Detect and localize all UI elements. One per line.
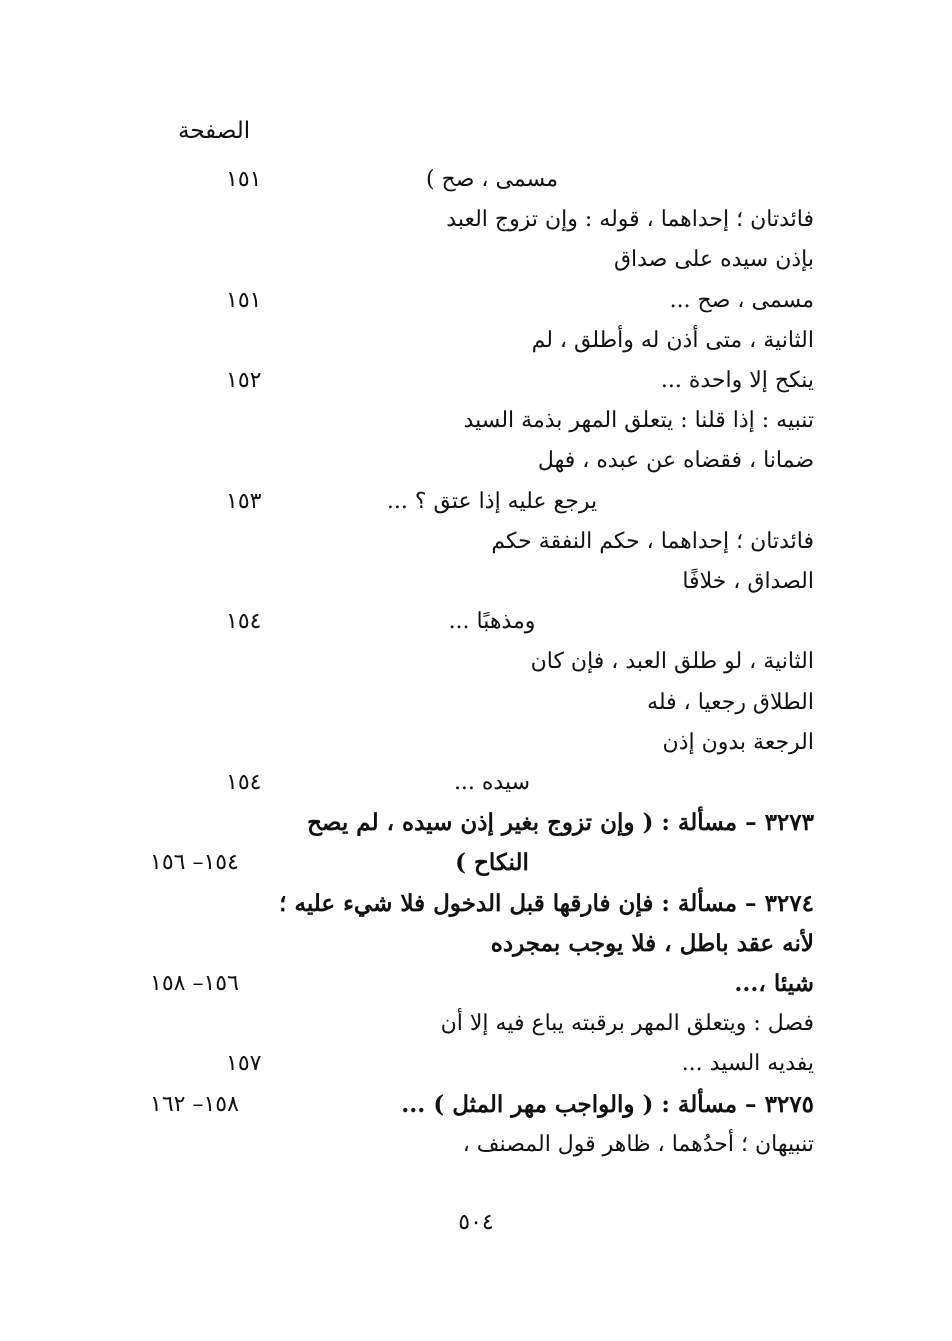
index-entry	[0, 361, 952, 401]
entry-page-ref: ١٥٤	[226, 770, 262, 795]
index-entry	[0, 401, 952, 441]
index-entry	[0, 562, 952, 602]
entry-text: تنبيهان ؛ أحدُهما ، ظاهر قول المصنف ،	[462, 1132, 814, 1157]
entry-page-ref: ١٥٨– ١٦٢	[150, 1092, 239, 1117]
index-entry	[0, 763, 952, 803]
page-column-header: الصفحة	[178, 118, 251, 144]
entry-text: ٣٢٧٣ – مسألة : ( وإن تزوج بغير إذن سيده ، لم يصح	[307, 809, 814, 836]
index-entry	[0, 803, 952, 843]
index-entry	[0, 602, 952, 642]
entry-text: يرجع عليه إذا عتق ؟ ...	[386, 489, 598, 514]
index-entry	[0, 1085, 952, 1125]
entry-page-ref: ١٥٦– ١٥٨	[150, 971, 239, 996]
entry-text: فائدتان ؛ إحداهما ، حكم النفقة حكم	[491, 529, 814, 554]
entry-text: فصل : ويتعلق المهر برقبته يباع فيه إلا أن	[440, 1011, 814, 1036]
index-entry	[0, 482, 952, 522]
index-entry	[0, 843, 952, 883]
index-entry	[0, 321, 952, 361]
page-number: ٥٠٤	[458, 1210, 494, 1235]
index-entry	[0, 964, 952, 1004]
entry-text: الصداق ، خلافًا	[682, 569, 814, 594]
entry-text: ٣٢٧٥ – مسألة : ( والواجب مهر المثل ) ...	[401, 1091, 814, 1118]
entry-text: شيئا ،...	[734, 970, 814, 997]
entry-text: سيده ...	[453, 770, 531, 795]
index-entry	[0, 723, 952, 763]
index-entry	[0, 281, 952, 321]
entry-text: ضمانا ، فقضاه عن عبده ، فهل	[537, 448, 814, 473]
entry-text: النكاح )	[455, 849, 529, 876]
index-entry	[0, 884, 952, 924]
entry-text: ومذهبًا ...	[448, 609, 536, 634]
index-entry	[0, 160, 952, 200]
index-entry	[0, 522, 952, 562]
entry-text: ٣٢٧٤ – مسألة : فإن فارقها قبل الدخول فلا شيء عليه ؛	[279, 890, 814, 917]
entry-text: الرجعة بدون إذن	[662, 730, 814, 755]
entry-page-ref: ١٥٢	[226, 368, 262, 393]
index-entry	[0, 924, 952, 964]
entry-text: الثانية ، متى أذن له وأطلق ، لم	[531, 328, 814, 353]
entry-text: فائدتان ؛ إحداهما ، قوله : وإن تزوج العبد	[446, 207, 814, 232]
entry-text: يفديه السيد ...	[681, 1051, 814, 1076]
entry-page-ref: ١٥٤	[226, 609, 262, 634]
entry-page-ref: ١٥١	[226, 167, 262, 192]
entry-text: مسمى ، صح )	[425, 167, 558, 192]
entry-text: لأنه عقد باطل ، فلا يوجب بمجرده	[490, 930, 814, 957]
index-entry	[0, 683, 952, 723]
entry-page-ref: ١٥١	[226, 288, 262, 313]
index-entry	[0, 1004, 952, 1044]
index-entry	[0, 240, 952, 280]
entry-text: تنبيه : إذا قلنا : يتعلق المهر بذمة السيد	[463, 408, 814, 433]
entry-text: ينكح إلا واحدة ...	[660, 368, 814, 393]
entry-text: الطلاق رجعيا ، فله	[647, 690, 814, 715]
entry-page-ref: ١٥٣	[226, 489, 262, 514]
entry-page-ref: ١٥٤– ١٥٦	[150, 850, 239, 875]
index-entry	[0, 642, 952, 682]
entry-text: بإذن سيده على صداق	[613, 247, 814, 272]
entry-text: الثانية ، لو طلق العبد ، فإن كان	[530, 649, 814, 674]
index-entry	[0, 200, 952, 240]
index-entry	[0, 1044, 952, 1084]
entry-text: مسمى ، صح ...	[669, 288, 814, 313]
entry-page-ref: ١٥٧	[226, 1051, 262, 1076]
index-entry	[0, 1125, 952, 1165]
index-entry	[0, 441, 952, 481]
